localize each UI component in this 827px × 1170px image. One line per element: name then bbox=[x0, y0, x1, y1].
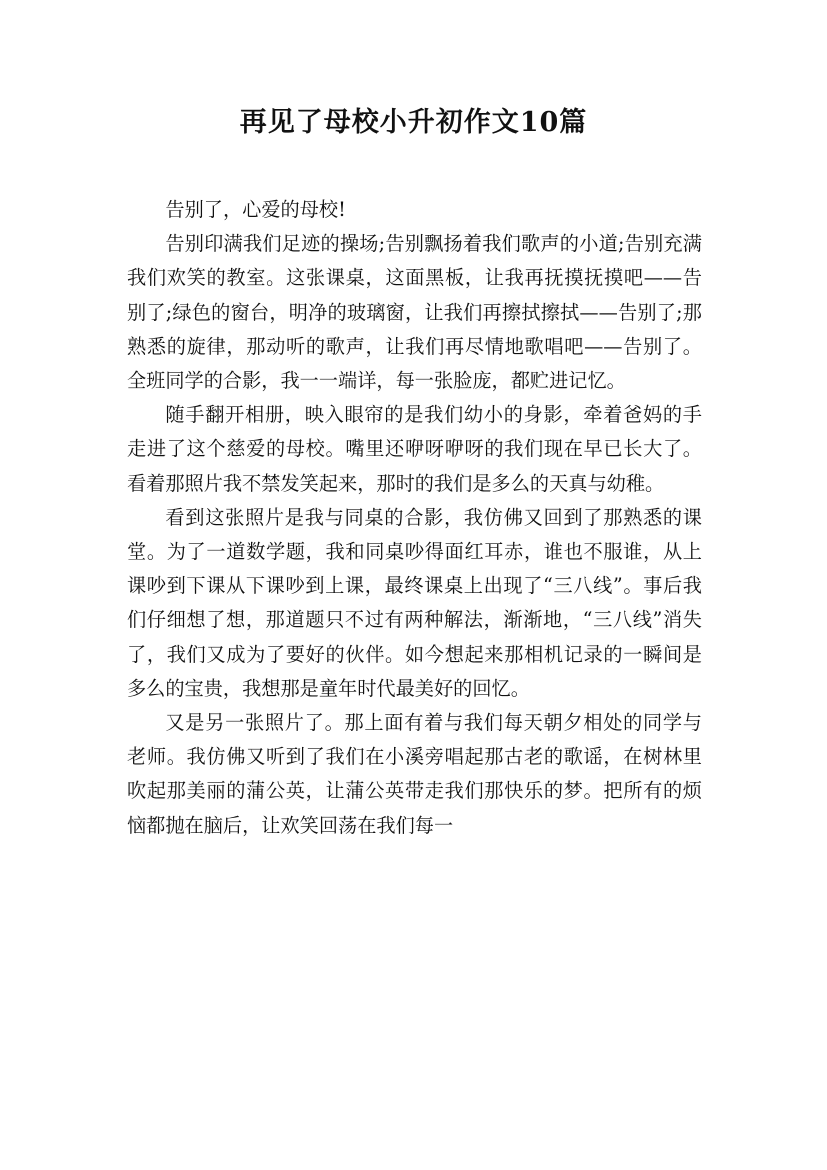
paragraph-3: 随手翻开相册，映入眼帘的是我们幼小的身影，牵着爸妈的手走进了这个慈爱的母校。嘴里还咿呀咿呀的我们现在早已长大了。看着那照片我不禁发笑起来，那时的我们是多么的天真与幼稚。 bbox=[127, 403, 702, 495]
document-body bbox=[127, 193, 702, 843]
paragraph-2: 告别印满我们足迹的操场;告别飘扬着我们歌声的小道;告别充满我们欢笑的教室。这张课桌，这面黑板，让我再抚摸抚摸吧——告别了;绿色的窗台，明净的玻璃窗，让我们再擦拭擦拭——告别了;那熟悉的旋律，那动听的歌声，让我们再尽情地歌唱吧——告别了。全班同学的合影，我一一端详，每一张脸庞，都贮进记忆。 bbox=[127, 232, 702, 393]
document-title: 再见了母校小升初作文10篇 bbox=[239, 107, 588, 138]
paragraph-5: 又是另一张照片了。那上面有着与我们每天朝夕相处的同学与老师。我仿佛又听到了我们在小溪旁唱起那古老的歌谣，在树林里吹起那美丽的蒲公英，让蒲公英带走我们那快乐的梦。把所有的烦恼都抛在脑后，让欢笑回荡在我们每一 bbox=[127, 711, 702, 837]
paragraph-4: 看到这张照片是我与同桌的合影，我仿佛又回到了那熟悉的课堂。为了一道数学题，我和同桌吵得面红耳赤，谁也不服谁，从上课吵到下课从下课吵到上课，最终课桌上出现了“三八线”。事后我们仔细想了想，那道题只不过有两种解法，渐渐地，“三八线”消失了，我们又成为了要好的伙伴。如今想起来那相机记录的一瞬间是多么的宝贵，我想那是童年时代最美好的回忆。 bbox=[127, 505, 702, 700]
paragraph-1: 告别了，心爱的母校! bbox=[165, 198, 346, 221]
